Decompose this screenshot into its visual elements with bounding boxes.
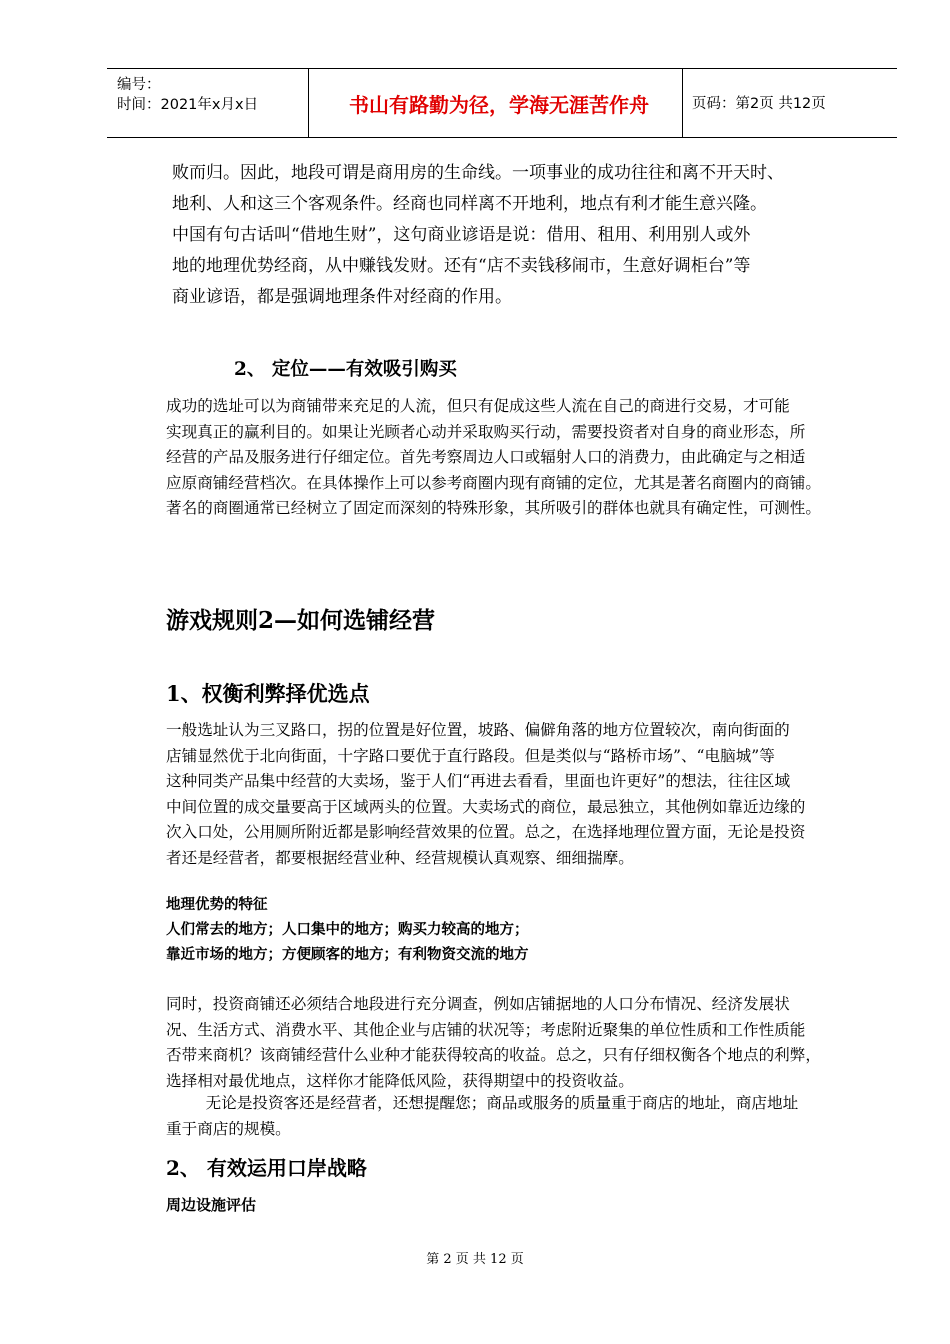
text-line: 中间位置的成交量要高于区域两头的位置。大卖场式的商位，最忌独立，其他例如靠近边缘的 bbox=[166, 797, 806, 816]
header-divider bbox=[682, 69, 683, 137]
text-line: 地利、人和这三个客观条件。经商也同样离不开地利，地点有利才能生意兴隆。 bbox=[172, 194, 767, 214]
text-line: 无论是投资客还是经营者，还想提醒您；商品或服务的质量重于商店的地址，商店地址 bbox=[166, 1094, 799, 1112]
text-line: 选择相对最优地点，这样你才能降低风险，获得期望中的投资收益。 bbox=[166, 1071, 634, 1090]
features-block bbox=[166, 892, 529, 967]
text-line: 否带来商机？该商铺经营什么业种才能获得较高的收益。总之，只有仔细权衡各个地点的利弊， bbox=[166, 1046, 821, 1064]
text-line: 同时，投资商铺还必须结合地段进行充分调查，例如店铺据地的人口分布情况、经济发展状 bbox=[166, 995, 790, 1013]
page-footer: 第 2 页 共 12 页 bbox=[426, 1252, 524, 1267]
survey-paragraph bbox=[166, 992, 878, 1094]
features-title: 地理优势的特征 bbox=[166, 896, 268, 913]
header-motto: 书山有路勤为径，学海无涯苦作舟 bbox=[349, 93, 649, 117]
text-line: 著名的商圈通常已经树立了固定而深刻的特殊形象，其所吸引的群体也就具有确定性，可测性。 bbox=[166, 499, 821, 517]
text-line: 重于商店的规模。 bbox=[166, 1119, 291, 1138]
intro-paragraph bbox=[172, 158, 872, 313]
text-line: 商业谚语，都是强调地理条件对经商的作用。 bbox=[172, 287, 512, 307]
header-divider bbox=[308, 69, 309, 137]
text-line: 者还是经营者，都要根据经营业种、经营规模认真观察、细细揣摩。 bbox=[166, 848, 634, 867]
text-line: 次入口处，公用厕所附近都是影响经营效果的位置。总之，在选择地理位置方面，无论是投资 bbox=[166, 823, 806, 841]
header-meta bbox=[117, 75, 258, 115]
reminder-paragraph bbox=[166, 1091, 878, 1142]
page-header bbox=[107, 68, 897, 138]
number-label: 编号： bbox=[117, 77, 161, 93]
text-line: 这种同类产品集中经营的大卖场，鉴于人们“再进去看看，里面也许更好”的想法，往往区域 bbox=[166, 772, 791, 790]
positioning-heading: 2、 定位——有效吸引购买 bbox=[234, 359, 457, 380]
text-line: 中国有句古话叫“借地生财”，这句商业谚语是说：借用、租用、利用别人或外 bbox=[172, 225, 751, 245]
section2-heading: 2、 有效运用口岸战略 bbox=[166, 1156, 367, 1180]
section1-heading: 1、权衡利弊择优选点 bbox=[166, 681, 370, 706]
header-page-info: 页码：第2页 共12页 bbox=[692, 96, 826, 112]
text-line: 败而归。因此，地段可谓是商用房的生命线。一项事业的成功往往和离不开天时、 bbox=[172, 163, 784, 183]
text-line: 店铺显然优于北向街面，十字路口要优于直行路段。但是类似与“路桥市场”、“电脑城”等 bbox=[166, 746, 775, 765]
text-line: 地的地理优势经商，从中赚钱发财。还有“店不卖钱移闹市，生意好调柜台”等 bbox=[172, 256, 751, 276]
section1-paragraph bbox=[166, 718, 878, 871]
game-rule-heading: 游戏规则2—如何选铺经营 bbox=[166, 607, 436, 634]
text-line: 一般选址认为三叉路口，拐的位置是好位置，坡路、偏僻角落的地方位置较次，南向街面的 bbox=[166, 721, 790, 739]
text-line: 况、生活方式、消费水平、其他企业与店铺的状况等；考虑附近聚集的单位性质和工作性质能 bbox=[166, 1020, 806, 1039]
positioning-paragraph bbox=[166, 394, 878, 522]
time-label: 时间：2021年x月x日 bbox=[117, 97, 259, 113]
features-line: 人们常去的地方；人口集中的地方；购买力较高的地方； bbox=[166, 921, 529, 938]
text-line: 实现真正的赢利目的。如果让光顾者心动并采取购买行动，需要投资者对自身的商业形态，所 bbox=[166, 422, 806, 441]
text-line: 应原商铺经营档次。在具体操作上可以参考商圈内现有商铺的定位，尤其是著名商圈内的商铺。 bbox=[166, 473, 821, 492]
features-line: 靠近市场的地方；方便顾客的地方；有利物资交流的地方 bbox=[166, 946, 529, 963]
text-line: 经营的产品及服务进行仔细定位。首先考察周边人口或辐射人口的消费力，由此确定与之相适 bbox=[166, 448, 806, 466]
text-line: 成功的选址可以为商铺带来充足的人流，但只有促成这些人流在自己的商进行交易，才可能 bbox=[166, 397, 790, 415]
section2-subheading: 周边设施评估 bbox=[166, 1196, 257, 1214]
